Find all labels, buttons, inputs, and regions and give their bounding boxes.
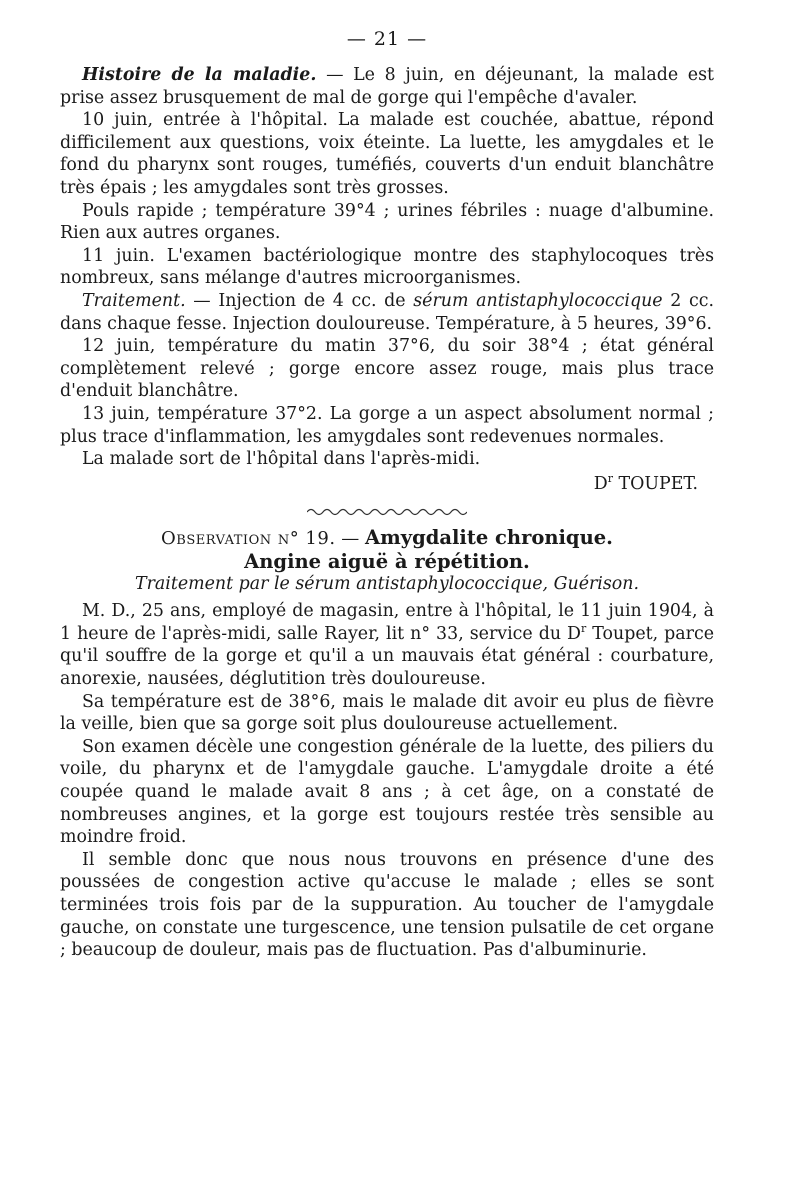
patient-text-2: Toupet, parce qu'il souffre de la gorge et qu'il a un mauvais état général : courbature, anorexie, nausées, déglutition très douloureuse. [60, 623, 715, 690]
paragraph-sortie: La malade sort de l'hôpital dans l'après-midi. [82, 449, 481, 470]
paragraph-histoire [60, 64, 714, 109]
observation-dash: — [335, 528, 365, 550]
patient-text-1: M. D., 25 ans, employé de magasin, entre à l'hôpital, le 11 juin 1904, à 1 heure de l'après-midi, salle Rayer, lit n° 33, service du D [60, 601, 714, 644]
observation-subtitle: Angine aiguë à répétition. [244, 550, 530, 574]
paragraph-11-juin: 11 juin. L'examen bactériologique montre des staphylocoques très nombreux, sans mélange d'autres microorganismes. [60, 245, 714, 289]
wavy-separator-icon [307, 507, 467, 517]
paragraph-10-juin: 10 juin, entrée à l'hôpital. La malade est couchée, abattue, répond difficilement aux questions, voix éteinte. La luette, les amygdales et le fond du pharynx sont rouges, tuméfiés, couverts d'un enduit blanchâtre très épais ; les amygdales sont très grosses. [60, 110, 714, 198]
traitement-label: Traitement. [82, 290, 186, 311]
traitement-text-2: 2 cc. dans chaque fesse. Injection douloureuse. Température, à 5 heures, 39°6. [60, 290, 714, 334]
signature [60, 473, 698, 496]
patient-sup: r [581, 622, 587, 636]
observation-treatment: Traitement par le sérum antistaphylococcique, Guérison. [135, 574, 639, 595]
paragraph-examen: Son examen décèle une congestion générale de la luette, des piliers du voile, du pharynx et de l'amygdale gauche. L'amygdale droite a été coupée quand le malade avait 8 ans ; à cet âge, on a constaté de nombreuses angines, et la gorge est toujours restée très sensible au moindre froid. [60, 736, 714, 848]
observation-title: Amygdalite chronique. [365, 526, 613, 550]
page-number: — 21 — [346, 28, 428, 50]
paragraph-13-juin: 13 juin, température 37°2. La gorge a un aspect absolument normal ; plus trace d'inflammation, les amygdales sont redevenues normales. [60, 403, 714, 447]
paragraph-traitement [60, 290, 714, 335]
paragraph-temperature: Sa température est de 38°6, mais le malade dit avoir eu plus de fièvre la veille, bien que sa gorge soit plus douloureuse actuellement. [60, 691, 714, 735]
paragraph-12-juin: 12 juin, température du matin 37°6, du soir 38°4 ; état général complètement relevé ; gorge encore assez rouge, mais plus trace d'enduit blanchâtre. [60, 336, 714, 402]
paragraph-pouls: Pouls rapide ; température 39°4 ; urines fébriles : nuage d'albumine. Rien aux autres organes. [60, 200, 714, 244]
paragraph-semble: Il semble donc que nous nous trouvons en présence d'une des poussées de congestion active qu'accuse le malade ; elles se sont terminées trois fois par de la suppuration. Au toucher de l'amygdale gauche, on constate une turgescence, une tension pulsatile de cet organe ; beaucoup de douleur, mais pas de fluctuation. Pas d'albuminurie. [60, 849, 714, 961]
observation-heading [60, 527, 714, 550]
signature-sup: r [607, 471, 613, 485]
traitement-serum: sérum antistaphylococcique [413, 290, 663, 311]
signature-name: TOUPET. [612, 473, 698, 494]
traitement-text-1: — Injection de 4 cc. de [185, 290, 414, 311]
paragraph-patient [60, 600, 714, 690]
histoire-text: — Le 8 juin, en déjeunant, la malade est prise assez brusquement de mal de gorge qui l'empêche d'avaler. [60, 65, 714, 108]
histoire-label: Histoire de la maladie. [82, 65, 317, 85]
observation-label: Observation n° 19. [161, 528, 336, 550]
signature-prefix: D [593, 473, 608, 494]
